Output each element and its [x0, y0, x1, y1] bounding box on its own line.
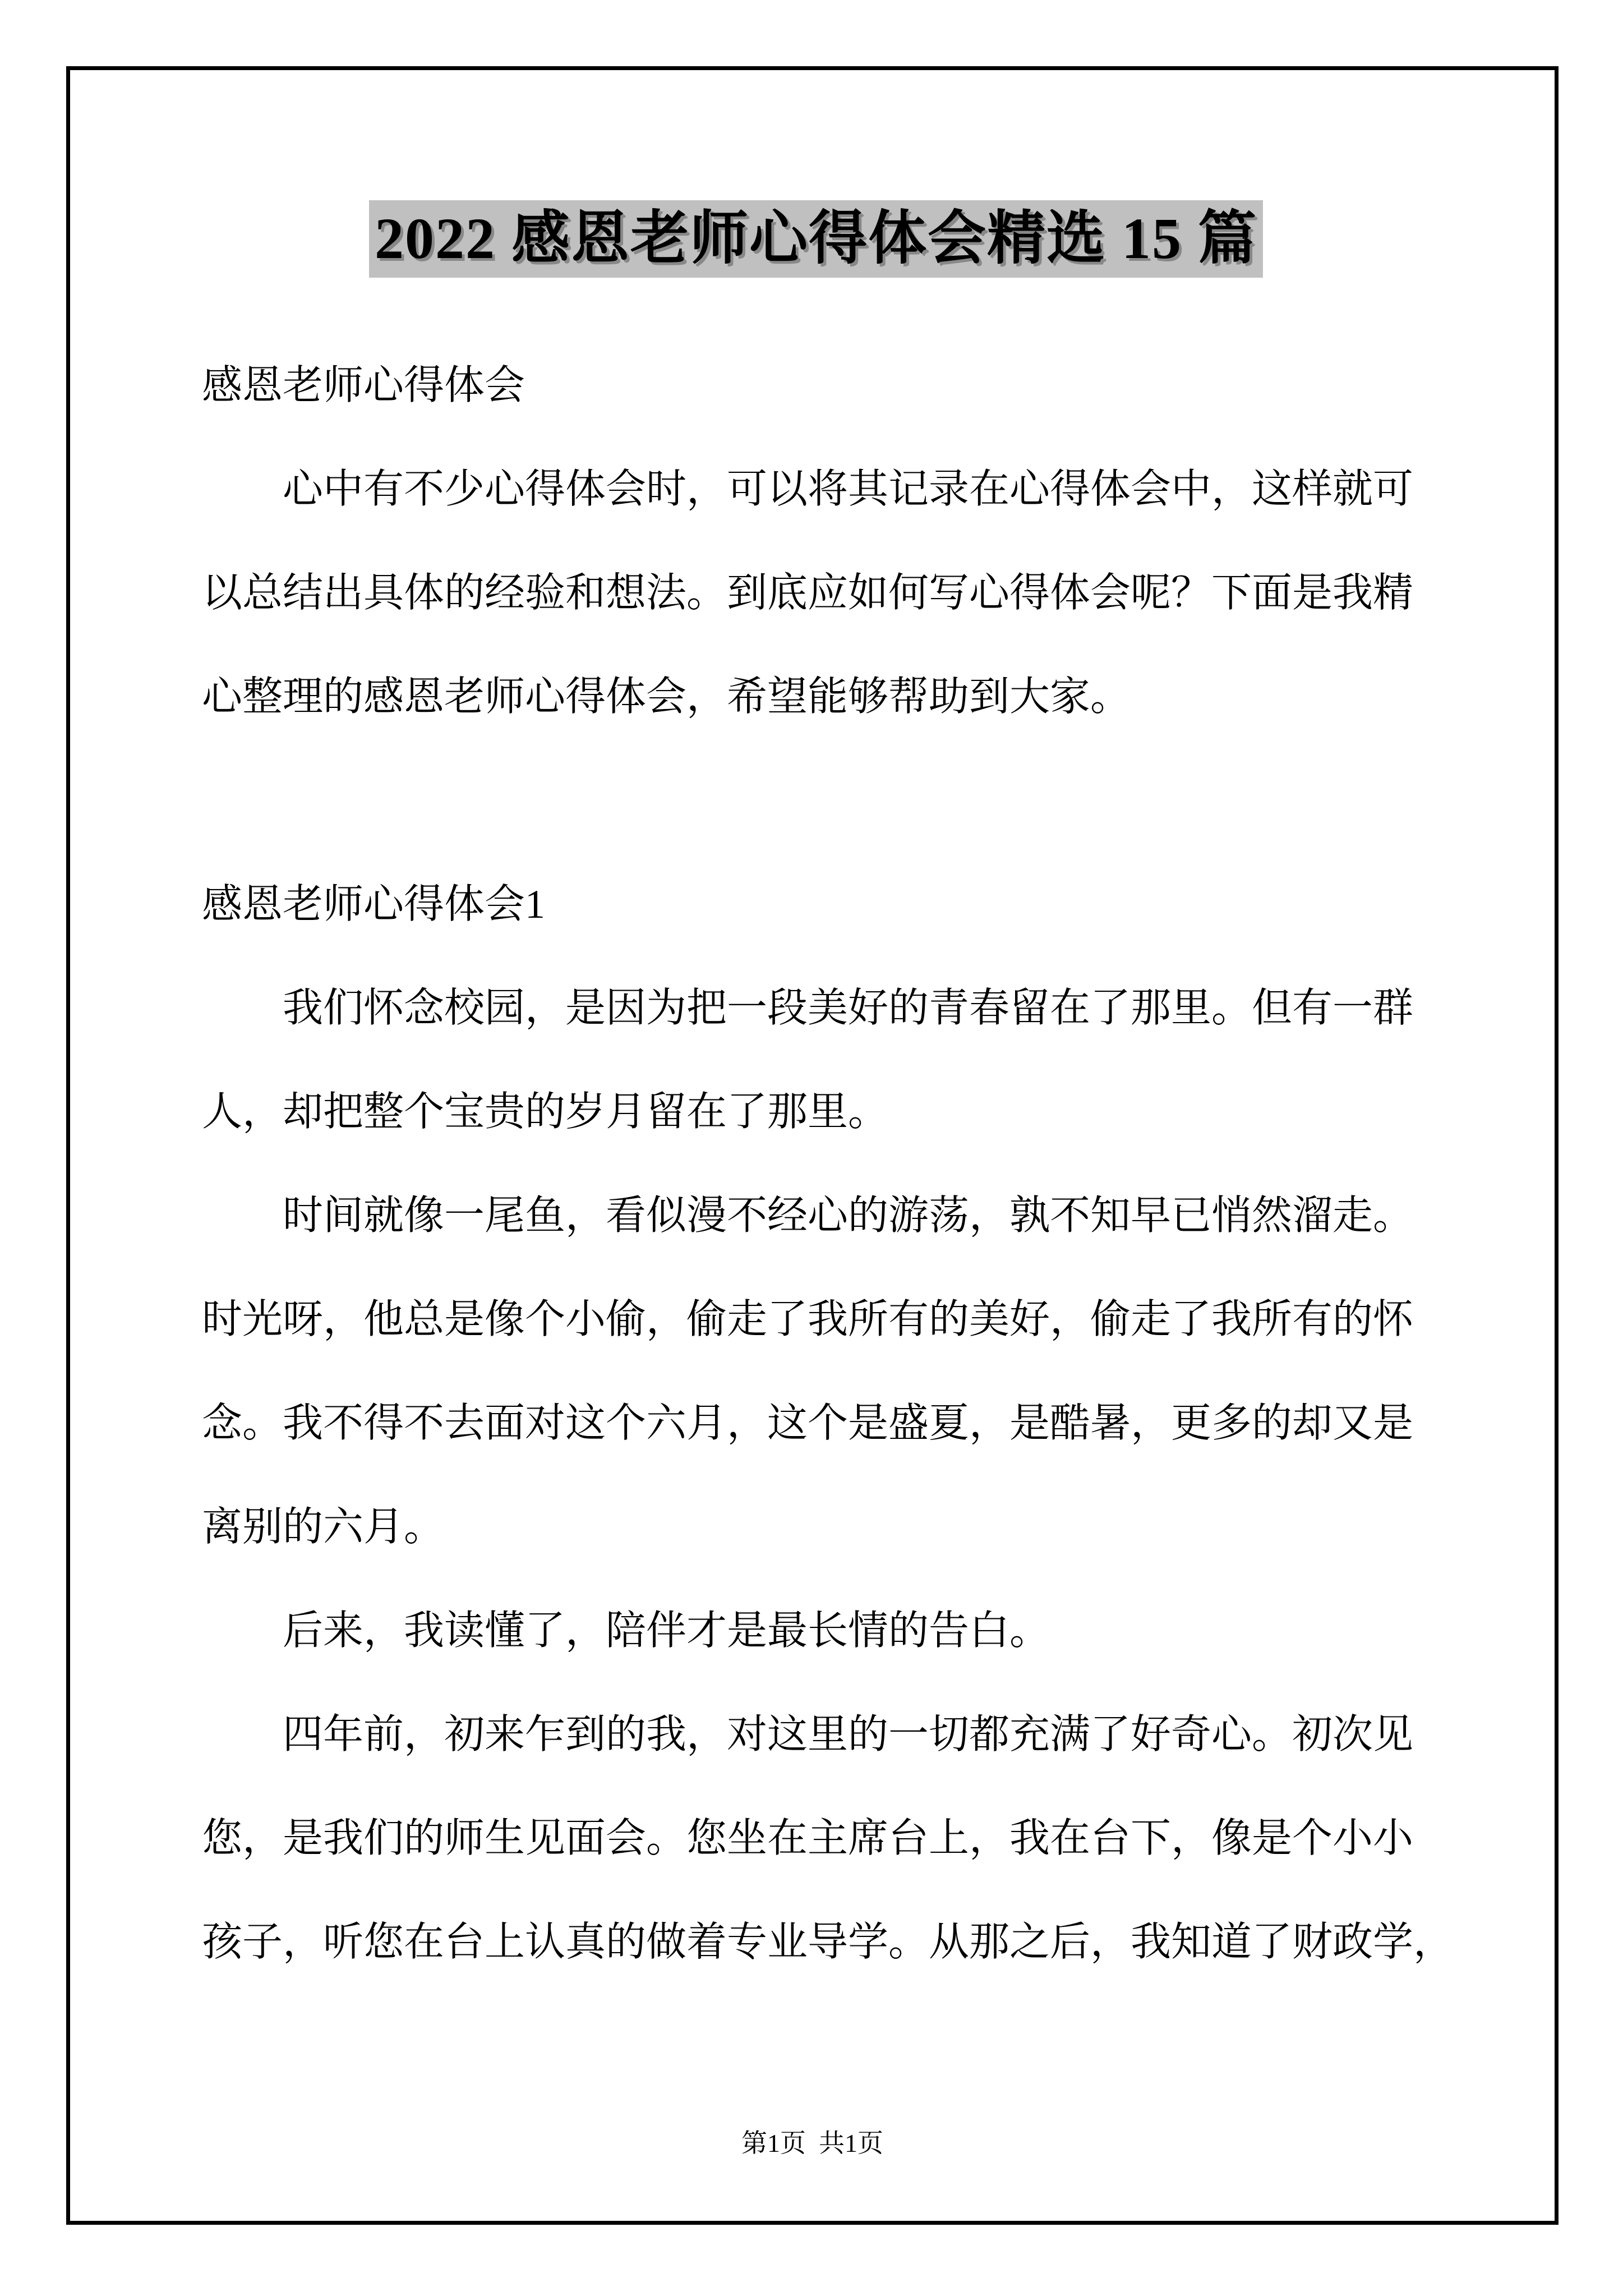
- text-line: 感恩老师心得体会1: [202, 882, 546, 927]
- page-footer: 第1页 共1页: [741, 2129, 883, 2157]
- text-line: 人，却把整个宝贵的岁月留在了那里。: [202, 1089, 889, 1134]
- text-line: 心整理的感恩老师心得体会，希望能够帮助到大家。: [202, 674, 1131, 719]
- text-line: 念。我不得不去面对这个六月，这个是盛夏，是酷暑，更多的却又是: [202, 1401, 1414, 1446]
- body-paragraph: [202, 1164, 1430, 1579]
- text-line: 离别的六月。: [202, 1504, 445, 1549]
- body-paragraph: [202, 1579, 1430, 1683]
- document-subtitle: [202, 334, 1430, 438]
- page-content: [202, 70, 1454, 1994]
- text-line: 孩子，听您在台上认真的做着专业导学。从那之后，我知道了财政学，: [202, 1920, 1454, 1964]
- text-line: 心中有不少心得体会时，可以将其记录在心得体会中，这样就可: [283, 467, 1414, 512]
- body-paragraph: [202, 1683, 1454, 1994]
- page: [66, 66, 1559, 2225]
- text-line: 感恩老师心得体会: [202, 363, 525, 408]
- section-heading: [202, 853, 1430, 956]
- text-line: 以总结出具体的经验和想法。到底应如何写心得体会呢？下面是我精: [202, 570, 1414, 615]
- text-line: 时光呀，他总是像个小偷，偷走了我所有的美好，偷走了我所有的怀: [202, 1297, 1414, 1342]
- body-paragraph: [202, 438, 1430, 749]
- text-line: 后来，我读懂了，陪伴才是最长情的告白。: [283, 1608, 1050, 1653]
- document-title: [202, 200, 1430, 278]
- document-body: [202, 334, 1454, 1994]
- text-line: 四年前，初来乍到的我，对这里的一切都充满了好奇心。初次见: [283, 1712, 1414, 1757]
- text-line: 我们怀念校园，是因为把一段美好的青春留在了那里。但有一群: [283, 986, 1414, 1030]
- title-highlight: 2022 感恩老师心得体会精选 15 篇: [369, 200, 1263, 278]
- body-paragraph: [202, 956, 1430, 1164]
- text-line: 您，是我们的师生见面会。您坐在主席台上，我在台下，像是个小小: [202, 1816, 1414, 1861]
- text-line: 时间就像一尾鱼，看似漫不经心的游荡，孰不知早已悄然溜走。: [283, 1193, 1414, 1238]
